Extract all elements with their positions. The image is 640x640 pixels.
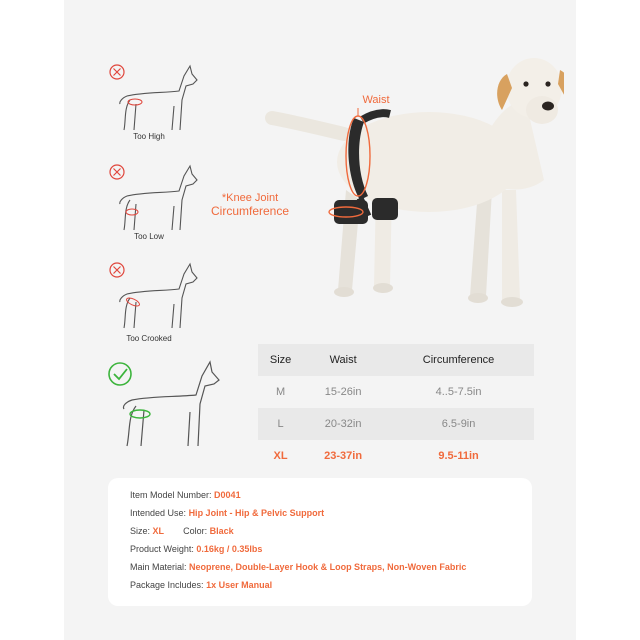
size-table — [258, 344, 534, 472]
example-caption: Too Low — [134, 232, 164, 241]
header-size: Size — [258, 344, 303, 376]
circumference-cell: 4..5-7.5in — [383, 376, 534, 408]
example-correct — [64, 356, 204, 456]
spec-package: Package Includes: 1x User Manual — [130, 580, 273, 590]
example-caption: Too High — [133, 132, 165, 141]
table-row-highlighted — [258, 440, 534, 472]
circumference-cell: 6.5-9in — [383, 408, 534, 440]
table-row — [258, 408, 534, 440]
waist-label: Waist — [362, 94, 390, 106]
size-cell: M — [258, 376, 303, 408]
circumference-cell: 9.5-11in — [383, 440, 534, 472]
size-cell: L — [258, 408, 303, 440]
knee-label-line1: *Knee Joint — [221, 192, 279, 204]
example-too-low — [64, 160, 204, 242]
dog-brace-illustration — [264, 40, 564, 330]
spec-material: Main Material: Neoprene, Double-Layer Hook & Loop Straps, Non-Woven Fabric — [130, 562, 467, 572]
header-waist: Waist — [303, 344, 383, 376]
waist-cell: 23-37in — [303, 440, 383, 472]
spec-card — [108, 478, 532, 606]
waist-cell: 20-32in — [303, 408, 383, 440]
spec-weight: Product Weight: 0.16kg / 0.35lbs — [130, 544, 263, 554]
dog-outline-icon — [64, 160, 204, 242]
spec-model: Item Model Number: D0041 — [130, 490, 241, 500]
header-circumference: Circumference — [383, 344, 534, 376]
spec-size-color: Size: XL Color: Black — [130, 526, 234, 536]
dog-outline-icon — [64, 356, 234, 456]
spec-intended-use: Intended Use: Hip Joint - Hip & Pelvic Support — [130, 508, 325, 518]
example-too-high — [64, 58, 204, 140]
size-table-header — [258, 344, 534, 376]
example-caption: Too Crooked — [126, 334, 172, 343]
size-cell: XL — [258, 440, 303, 472]
dog-outline-icon — [64, 58, 204, 140]
waist-cell: 15-26in — [303, 376, 383, 408]
hero-dog-image — [264, 40, 564, 330]
table-row — [258, 376, 534, 408]
example-too-crooked — [64, 258, 204, 348]
knee-label-line2: Circumference — [210, 204, 290, 218]
knee-label — [202, 192, 298, 218]
product-infographic — [64, 0, 576, 640]
